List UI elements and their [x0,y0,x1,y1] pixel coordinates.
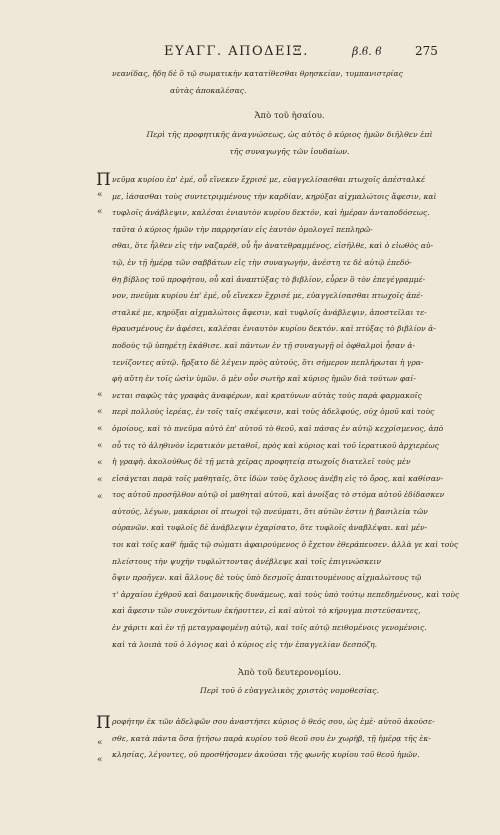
text-line: νεται σαφῶς τὰς γραφὰς ἀναφέρων, καὶ κρατύνων αὐτὰς τοὺς παρὰ φαρμακοῖς [112,390,422,400]
text-line: ροφήτην ἐκ τῶν ἀδελφῶν σου ἀναστήσει κύριος ὁ θεός σου, ὡς ἐμὲ· αὐτοῦ ἀκούσε- [112,717,435,726]
text-line: περὶ πολλοὺς ἱερέας, ἐν τοῖς ταῖς σκέψεσιν, καὶ τοὺς ἀδελφούς, οὐχ ὁμοῦ καὶ τοὺς [112,407,435,417]
text-line: σθε, κατὰ πάντα ὅσα ᾐτήσω παρὰ κυρίου τοῦ θεοῦ σου ἐν χωρὴβ, τῇ ἡμέρᾳ τῆς ἐκ- [112,733,431,743]
text-line: οὐρανῶν. καὶ τυφλοῖς δὲ ἀνάβλεψιν ἐχαρίσατο, ὅτε τυφλοῖς ἀναβλέψαι. καὶ μέν- [112,523,428,533]
text-block-1 [112,66,467,99]
text-line: τενίζοντες αὐτῷ. ἤρξατο δὲ λέγειν πρὸς αὐτούς, ὅτι σήμερον πεπλήρωται ἡ γρα- [112,357,424,367]
text-line: σταλκέ με, κηρύξαι αἰχμαλώτοις ἄφεσιν, καὶ τυφλοῖς ἀνάβλεψιν, ἀποστεῖλαι τε- [112,307,427,317]
book-page: ΕΥΑΓΓ. ΑΠΟΔΕΙΞ. β.ϐ. ϐ 275 νεανίδας, ἤδη δὲ ὃ τῷ σωματικὴν κατατίθεσθαι θρησκείαν, τυμπανιστρίας αὐτὰς ἀποκαλέσας. Ἀπὸ τοῦ ἠσαίου. Περὶ τῆς προφητικῆς ἀναγνώσεως, ὡς αὐτὸς ὁ κύριος ἡμῶν διῆλθεν ἐπὶ τῆς συναγωγῆς τῶν ἰουδαίων. Π νεῦμα κυρίου ἐπ' ἐμέ, οὗ εἵνεκεν ἔχρισέ με, εὐαγγελίσασθαι πτωχοῖς ἀπέσταλκέ με, ἰάσασθαι τοὺς συντετριμμένους τὴν καρδίαν, κηρύξαι αἰχμαλώτοις ἄφεσιν, καὶ τυφλοῖς ἀνάβλεψιν, καλέσαι ἐνιαυτὸν κυρίου δεκτόν, καὶ ἡμέραν ἀνταποδόσεως. ταῦτα ὁ κύριος ἡμῶν τὴν παρρησίαν εἰς ἑαυτὸν ὁμολογεῖ πεπληρῶ- σθαι, ὅτε ἦλθεν εἰς τὴν ναζαρέθ, οὗ ἦν ἀνατεθραμμένος, εἰσῆλθε, καὶ ὁ εἰωθὸς αὐ- τῷ, ἐν τῇ ἡμέρᾳ τῶν σαββάτων εἰς τὴν συναγωγήν, ἀνέστη τε δὲ αὐτῷ ἐπεδό- θη βίβλος τοῦ προφήτου, οὗ καὶ ἀναπτύξας τὸ βιβλίον, εὗρεν ὃ τὸν ἐπεγέγραμμέ- νον, πνεῦμα κυρίου ἐπ' ἐμέ, οὗ εἵνεκεν ἔχρισέ με, εὐαγγελίσασθαι πτωχοῖς ἀπέ- σταλκέ με, κηρύξαι αἰχμαλώτοις ἄφεσιν, καὶ τυφλοῖς ἀνάβλεψιν, ἀποστεῖλαι τε- θραυσμένους ἐν ἀφέσει, καλέσαι ἐνιαυτὸν κυρίου δεκτόν. καὶ πτύξας τὸ βιβλίον ἀ- ποδοὺς τῷ ὑπηρέτῃ ἐκάθισε. καὶ πάντων ἐν τῇ συναγωγῇ οἱ ὀφθαλμοὶ ἦσαν ἀ- τενίζοντες αὐτῷ. ἤρξατο δὲ λέγειν πρὸς αὐτούς, ὅτι σήμερον πεπλήρωται ἡ γρα- φὴ αὕτη ἐν τοῖς ὠσὶν ὑμῶν. ὁ μὲν οὖν σωτὴρ καὶ κύριος ἡμῶν διὰ τούτων φαί- νεται σαφῶς τὰς γραφὰς ἀναφέρων, καὶ κρατύνων αὐτὰς τοὺς παρὰ φαρμακοῖς περὶ πολλοὺς ἱερέας, ἐν τοῖς ταῖς σκέψεσιν, καὶ τοὺς ἀδελφούς, οὐχ ὁμοῦ καὶ τοὺς ὁμοίους, καὶ τὸ πνεῦμα αὐτὸ ἐπ' αὐτοῦ τὸ θεοῦ, καὶ πάσας ἐν αὐτῷ κεχρίσμενος, ἀπὸ οὗ τις τὸ ἀληθινὸν ἱερατικὸν μεταθοῖ, πρὸς καὶ κύριος καὶ τοῦ ἱερατικοῦ ἀρχιερέως ἡ γραφὴ. ἀκολούθως δὲ τῇ μετὰ χεῖρας προφητείᾳ πτωχοῖς διατελεῖ τοὺς μὲν εἰσάγεται παρὰ τοῖς μαθηταῖς, ὅτε ἰδὼν τοὺς ὄχλους ἀνέβη εἰς τὸ ὄρος, καὶ καθίσαν- τος αὐτοῦ προσῆλθον αὐτῷ οἱ μαθηταὶ αὐτοῦ, καὶ ἀνοίξας τὸ στόμα αὐτοῦ ἐδίδασκεν αὐτούς, λέγων, μακάριοι οἱ πτωχοὶ τῷ πνεύματι, ὅτι αὐτῶν ἐστιν ἡ βασιλεία τῶν οὐρανῶν. καὶ τυφλοῖς δὲ ἀνάβλεψιν ἐχαρίσατο, ὅτε τυφλοῖς ἀναβλέψαι. καὶ μέν- τοι καὶ τοῖς καθ' ἡμᾶς τῷ σώματι ἀφαιρούμενος ὁ ἔχετον ἐθεράπευσεν. ἀλλὰ γε καὶ τοὺς πλείστους τὴν ψυχὴν τυφλώττοντας ἀνέβλεψε καὶ τοῖς ἐπιγινώσκειν ὄψιν προῆγεν. καὶ ἄλλους δὲ τοὺς ὑπὸ δεσμοῖς ἀπαιτουμένους αἰχμαλώτους τῷ τ' ἀρχαίου ἐχθροῦ καὶ δαιμονικῆς δυνάμεως, καὶ τοὺς ὑπὸ τούτῳ πεπεδημένους, καὶ τοὺς καὶ ἄφεσιν τῶν συνεχόντων ἐκήρυττεν, εἰ καὶ αὐτοὶ τὸ κήρυγμα πιστεύσαντες, ἐν χάριτι καὶ ἐν τῇ μεταγραφομένῃ αὐτῷ, καὶ τοῖς αὐτῷ πειθομένοις γενομένοις. καὶ τὰ λοιπὰ τοῦ ὁ λόγιος καὶ ὁ κύριος εἰς τὴν ἐπαγγελίαν δεσπόζη. « « « « « « « « « Ἀπὸ τοῦ δευτερονομίου. Περὶ τοῦ ὁ εὐαγγελικὸς χριστὸς νομοθεσίας. Π ροφήτην ἐκ τῶν ἀδελφῶν σου ἀναστήσει κύριος ὁ θεός σου, ὡς ἐμὲ· αὐτοῦ ἀκούσε- σθε, κατὰ πάντα ὅσα ᾐτήσω παρὰ κυρίου τοῦ θεοῦ σου ἐν χωρὴβ, τῇ ἡμέρᾳ τῆς ἐκ- κλησίας, λέγοντες, οὐ προσθήσομεν ἀκούσαι τῆς φωνῆς κυρίου τοῦ θεοῦ ἡμῶν. « « [0,0,500,835]
page-header [150,44,450,62]
drop-capital: Π [96,713,111,733]
page-number: 275 [415,44,438,58]
text-line: τῷ, ἐν τῇ ἡμέρᾳ τῶν σαββάτων εἰς τὴν συναγωγήν, ἀνέστη τε δὲ αὐτῷ ἐπεδό- [112,257,412,267]
signature-mark: β.ϐ. ϐ [352,45,382,58]
text-line: πλείστους τὴν ψυχὴν τυφλώττοντας ἀνέβλεψε καὶ τοῖς ἐπιγινώσκειν [112,556,382,566]
text-line: θη βίβλος τοῦ προφήτου, οὗ καὶ ἀναπτύξας τὸ βιβλίον, εὗρεν ὃ τὸν ἐπεγέγραμμέ- [112,274,426,284]
text-line: ταῦτα ὁ κύριος ἡμῶν τὴν παρρησίαν εἰς ἑαυτὸν ὁμολογεῖ πεπληρῶ- [112,224,373,234]
text-line: με, ἰάσασθαι τοὺς συντετριμμένους τὴν καρδίαν, κηρύξαι αἰχμαλώτοις ἄφεσιν, καὶ [112,191,437,201]
text-line: σθαι, ὅτε ἦλθεν εἰς τὴν ναζαρέθ, οὗ ἦν ἀνατεθραμμένος, εἰσῆλθε, καὶ ὁ εἰωθὸς αὐ- [112,241,434,251]
text-block-2 [112,172,467,653]
text-line: θραυσμένους ἐν ἀφέσει, καλέσαι ἐνιαυτὸν κυρίου δεκτόν. καὶ πτύξας τὸ βιβλίον ἀ- [112,324,436,334]
text-line: τ' ἀρχαίου ἐχθροῦ καὶ δαιμονικῆς δυνάμεως, καὶ τοὺς ὑπὸ τούτῳ πεπεδημένους, καὶ τοὺς [112,589,460,599]
text-line: νεανίδας, ἤδη δὲ ὃ τῷ σωματικὴν κατατίθεσθαι θρησκείαν, τυμπανιστρίας [112,69,403,78]
section-title: Ἀπὸ τοῦ ἠσαίου. [254,111,325,121]
text-line: οὗ τις τὸ ἀληθινὸν ἱερατικὸν μεταθοῖ, πρὸς καὶ κύριος καὶ τοῦ ἱερατικοῦ ἀρχιερέως [112,440,439,450]
text-line: εἰσάγεται παρὰ τοῖς μαθηταῖς, ὅτε ἰδὼν τοὺς ὄχλους ἀνέβη εἰς τὸ ὄρος, καὶ καθίσαν- [112,473,444,483]
text-line: ἐν χάριτι καὶ ἐν τῇ μεταγραφομένῃ αὐτῷ, καὶ τοῖς αὐτῷ πειθομένοις γενομένοις. [112,623,427,633]
text-line: τοι καὶ τοῖς καθ' ἡμᾶς τῷ σώματι ἀφαιρούμενος ὁ ἔχετον ἐθεράπευσεν. ἀλλὰ γε καὶ τοὺς [112,540,459,550]
text-line: καὶ τὰ λοιπὰ τοῦ ὁ λόγιος καὶ ὁ κύριος εἰς τὴν ἐπαγγελίαν δεσπόζη. [112,639,378,649]
text-line: αὐτούς, λέγων, μακάριοι οἱ πτωχοὶ τῷ πνεύματι, ὅτι αὐτῶν ἐστιν ἡ βασιλεία τῶν [112,506,428,516]
section-subtitle: Περὶ τῆς προφητικῆς ἀναγνώσεως, ὡς αὐτὸς ὁ κύριος ἡμῶν διῆλθεν ἐπὶ [146,130,433,139]
running-head: ΕΥΑΓΓ. ΑΠΟΔΕΙΞ. [164,44,309,59]
text-line: νον, πνεῦμα κυρίου ἐπ' ἐμέ, οὗ εἵνεκεν ἔχρισέ με, εὐαγγελίσασθαι πτωχοῖς ἀπέ- [112,291,423,301]
section-title: Ἀπὸ τοῦ δευτερονομίου. [237,668,342,678]
text-line: ποδοὺς τῷ ὑπηρέτῃ ἐκάθισε. καὶ πάντων ἐν τῇ συναγωγῇ οἱ ὀφθαλμοὶ ἦσαν ἀ- [112,340,416,350]
text-line: αὐτὰς ἀποκαλέσας. [170,85,247,95]
text-line: νεῦμα κυρίου ἐπ' ἐμέ, οὗ εἵνεκεν ἔχρισέ με, εὐαγγελίσασθαι πτωχοῖς ἀπέσταλκέ [112,175,426,184]
drop-capital: Π [96,170,111,190]
text-line: τυφλοῖς ἀνάβλεψιν, καλέσαι ἐνιαυτὸν κυρίου δεκτόν, καὶ ἡμέραν ἀνταποδόσεως. [112,208,430,218]
text-line: ἡ γραφὴ. ἀκολούθως δὲ τῇ μετὰ χεῖρας προφητείᾳ πτωχοῖς διατελεῖ τοὺς μὲν [112,457,411,467]
text-line: φὴ αὕτη ἐν τοῖς ὠσὶν ὑμῶν. ὁ μὲν οὖν σωτὴρ καὶ κύριος ἡμῶν διὰ τούτων φαί- [112,374,416,384]
text-line: ὁμοίους, καὶ τὸ πνεῦμα αὐτὸ ἐπ' αὐτοῦ τὸ θεοῦ, καὶ πάσας ἐν αὐτῷ κεχρίσμενος, ἀπὸ [112,423,444,433]
text-line: ὄψιν προῆγεν. καὶ ἄλλους δὲ τοὺς ὑπὸ δεσμοῖς ἀπαιτουμένους αἰχμαλώτους τῷ [112,573,422,583]
text-line: τος αὐτοῦ προσῆλθον αὐτῷ οἱ μαθηταὶ αὐτοῦ, καὶ ἀνοίξας τὸ στόμα αὐτοῦ ἐδίδασκεν [112,490,445,500]
text-line: καὶ ἄφεσιν τῶν συνεχόντων ἐκήρυττεν, εἰ καὶ αὐτοὶ τὸ κήρυγμα πιστεύσαντες, [112,606,421,616]
section-subtitle: τῆς συναγωγῆς τῶν ἰουδαίων. [229,147,350,156]
section-subtitle: Περὶ τοῦ ὁ εὐαγγελικὸς χριστὸς νομοθεσίας. [200,686,379,695]
text-block-3 [112,714,467,764]
text-line: κλησίας, λέγοντες, οὐ προσθήσομεν ἀκούσαι τῆς φωνῆς κυρίου τοῦ θεοῦ ἡμῶν. [112,750,420,760]
